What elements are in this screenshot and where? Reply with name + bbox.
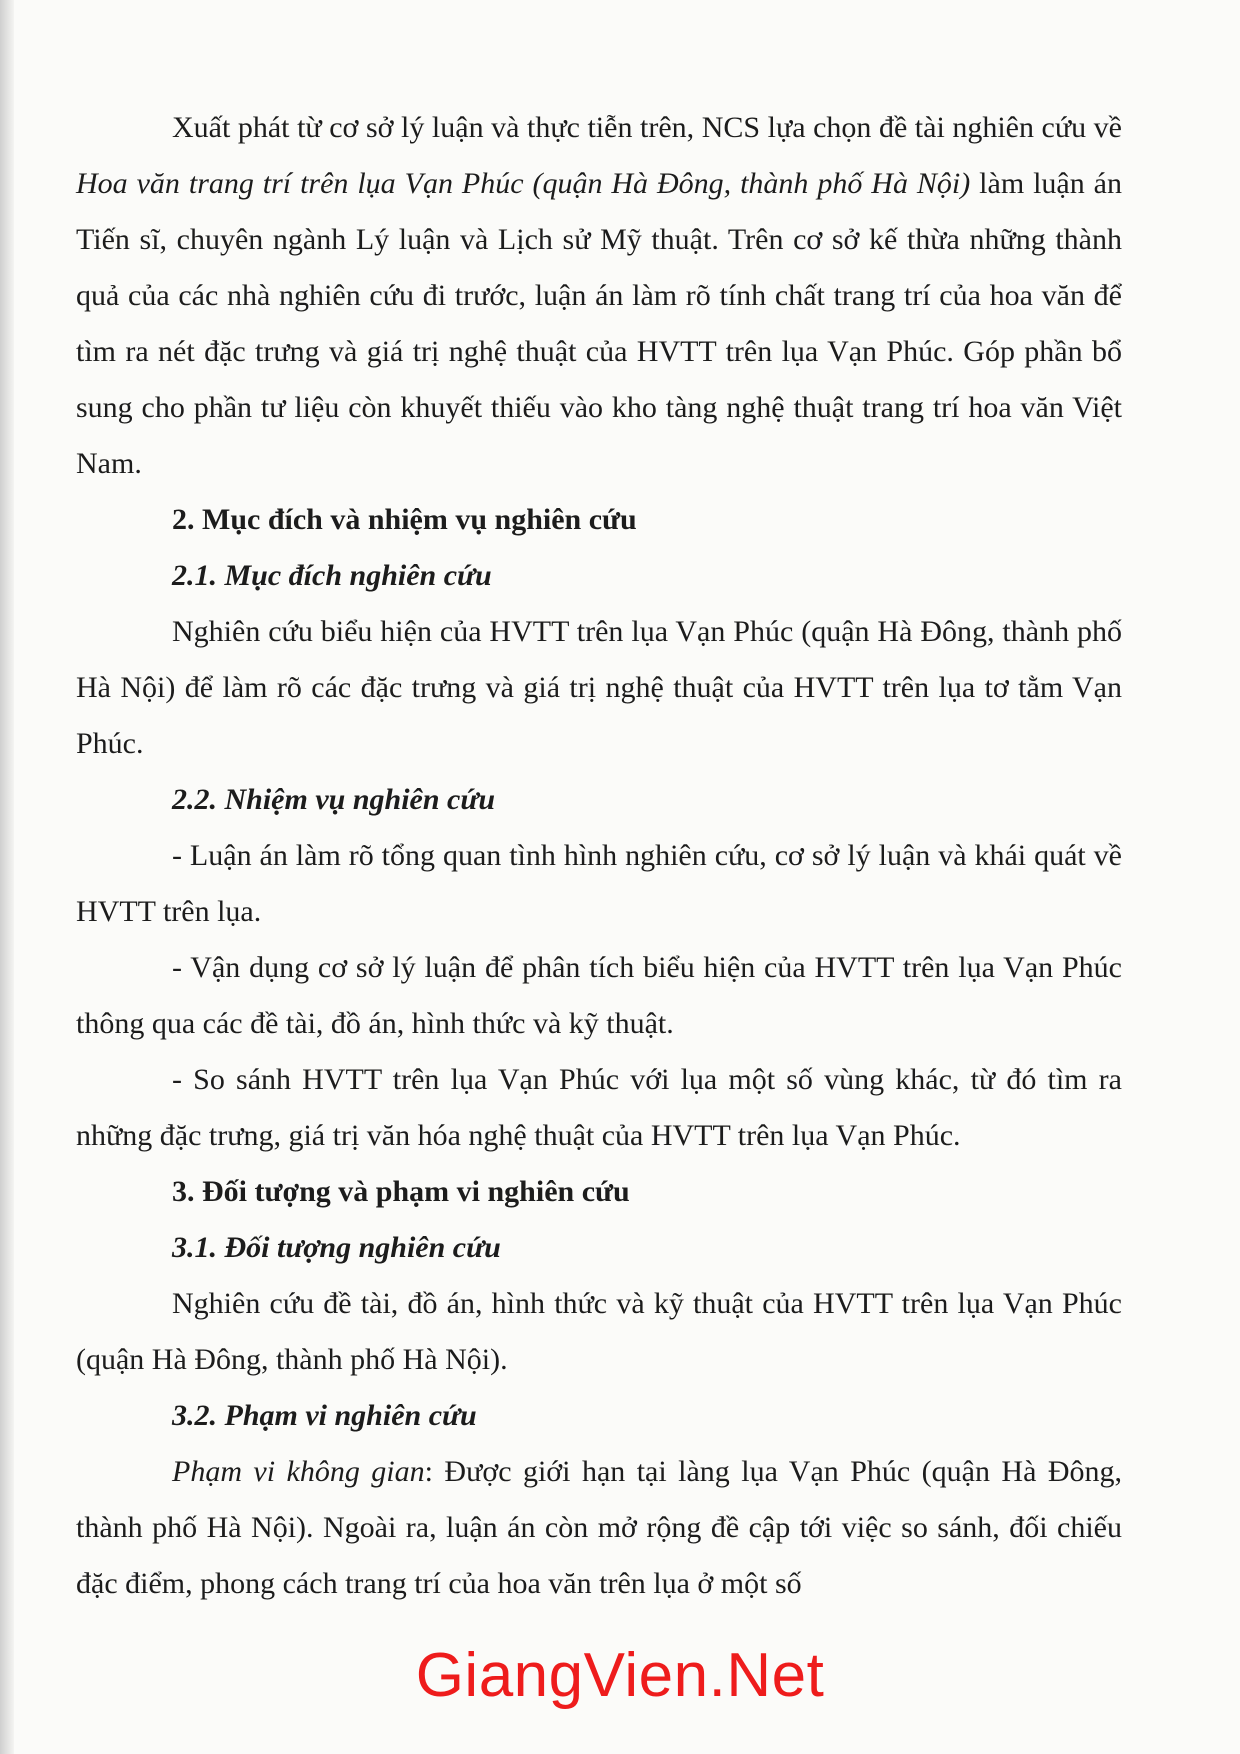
scope-label: Phạm vi không gian xyxy=(172,1455,425,1488)
task-item-3: - So sánh HVTT trên lụa Vạn Phúc với lụa một số vùng khác, từ đó tìm ra những đặc trưng, giá trị văn hóa nghệ thuật của HVTT trên lụa Vạn Phúc. xyxy=(76,1063,1122,1152)
section-2-heading: 2. Mục đích và nhiệm vụ nghiên cứu xyxy=(172,503,637,536)
intro-text-end: làm luận án Tiến sĩ, chuyên ngành Lý luận và Lịch sử Mỹ thuật. Trên cơ sở kế thừa những thành quả của các nhà nghiên cứu đi trước, luận án làm rõ tính chất trang trí của hoa văn để tìm ra nét đặc trưng và giá trị nghệ thuật của HVTT trên lụa Vạn Phúc. Góp phần bổ sung cho phần tư liệu còn khuyết thiếu vào kho tàng nghệ thuật trang trí hoa văn Việt Nam. xyxy=(76,167,1122,480)
section-2-2-heading: 2.2. Nhiệm vụ nghiên cứu xyxy=(172,783,496,816)
document-page xyxy=(76,100,1122,1612)
section-3-1-heading: 3.1. Đối tượng nghiên cứu xyxy=(172,1231,501,1264)
section-2-1-heading: 2.1. Mục đích nghiên cứu xyxy=(172,559,492,592)
task-item-1: - Luận án làm rõ tổng quan tình hình nghiên cứu, cơ sở lý luận và khái quát về HVTT trên lụa. xyxy=(76,839,1122,928)
intro-text-start: Xuất phát từ cơ sở lý luận và thực tiễn trên, NCS lựa chọn đề tài nghiên cứu về xyxy=(172,111,1122,144)
section-3-2-heading: 3.2. Phạm vi nghiên cứu xyxy=(172,1399,477,1432)
scope-text: : Được giới hạn tại làng lụa Vạn Phúc (quận Hà Đông, thành phố Hà Nội). Ngoài ra, luận án còn mở rộng đề cập tới việc so sánh, đối chiếu đặc điểm, phong cách trang trí của hoa văn trên lụa ở một số xyxy=(76,1455,1123,1600)
intro-paragraph xyxy=(76,100,1122,492)
site-watermark: GiangVien.Net xyxy=(415,1641,825,1710)
section-3-heading: 3. Đối tượng và phạm vi nghiên cứu xyxy=(172,1175,630,1208)
research-object-paragraph: Nghiên cứu đề tài, đồ án, hình thức và kỹ thuật của HVTT trên lụa Vạn Phúc (quận Hà Đông, thành phố Hà Nội). xyxy=(76,1287,1122,1376)
scan-shadow-edge xyxy=(0,0,14,1754)
thesis-topic-title: Hoa văn trang trí trên lụa Vạn Phúc (quận Hà Đông, thành phố Hà Nội) xyxy=(76,167,971,200)
research-purpose-paragraph: Nghiên cứu biểu hiện của HVTT trên lụa Vạn Phúc (quận Hà Đông, thành phố Hà Nội) để làm rõ các đặc trưng và giá trị nghệ thuật của HVTT trên lụa tơ tằm Vạn Phúc. xyxy=(76,615,1122,760)
research-scope-paragraph xyxy=(76,1444,1122,1612)
task-item-2: - Vận dụng cơ sở lý luận để phân tích biểu hiện của HVTT trên lụa Vạn Phúc thông qua các đề tài, đồ án, hình thức và kỹ thuật. xyxy=(76,951,1122,1040)
